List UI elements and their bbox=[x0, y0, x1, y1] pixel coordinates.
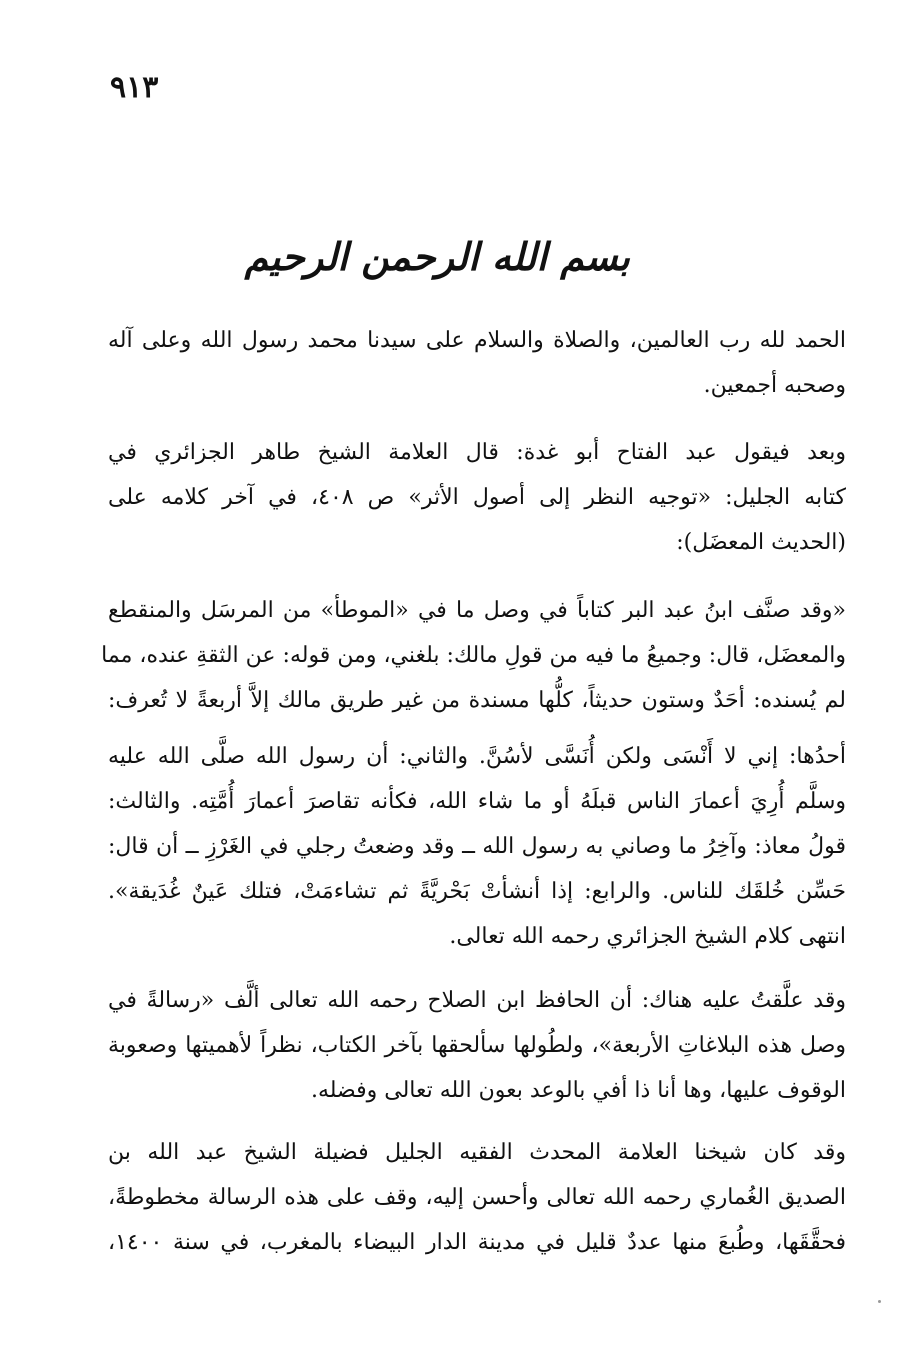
paragraph-line: فحقَّقَها، وطُبعَ منها عددٌ قليل في مدينة الدار البيضاء بالمغرب، في سنة ١٤٠٠، bbox=[108, 1230, 846, 1255]
margin-speck bbox=[878, 1300, 881, 1303]
paragraph-5 bbox=[108, 978, 846, 1113]
page-number: ٩١٣ bbox=[110, 70, 159, 105]
paragraph-6 bbox=[108, 1130, 846, 1265]
paragraph-3-quote bbox=[101, 588, 846, 723]
paragraph-line: انتهى كلام الشيخ الجزائري رحمه الله تعالى. bbox=[449, 924, 846, 949]
paragraph-line: (الحديث المعضَل): bbox=[676, 530, 846, 555]
paragraph-line: وقد كان شيخنا العلامة المحدث الفقيه الجليل فضيلة الشيخ عبد الله بن bbox=[108, 1140, 846, 1165]
paragraph-line: أحدُها: إني لا أَنْسَى ولكن أُنَسَّى لأسُنَّ. والثاني: أن رسول الله صلَّى الله عليه bbox=[108, 744, 846, 769]
paragraph-line: وسلَّم أُرِيَ أعمارَ الناس قبلَهُ أو ما شاء الله، فكأنه تقاصرَ أعمارَ أُمَّتِه. والثالث: bbox=[108, 789, 846, 814]
paragraph-line: الحمد لله رب العالمين، والصلاة والسلام على سيدنا محمد رسول الله وعلى آله bbox=[108, 328, 846, 353]
paragraph-line: وبعد فيقول عبد الفتاح أبو غدة: قال العلامة الشيخ طاهر الجزائري في bbox=[108, 440, 846, 465]
paragraph-line: والمعضَل، قال: وجميعُ ما فيه من قولِ مالك: بلغني، ومن قوله: عن الثقةِ عنده، مما bbox=[101, 643, 846, 668]
paragraph-line: الصديق الغُماري رحمه الله تعالى وأحسن إليه، وقف على هذه الرسالة مخطوطةً، bbox=[108, 1185, 846, 1210]
paragraph-line: وصل هذه البلاغاتِ الأربعة»، ولطُولها سألحقها بآخر الكتاب، نظراً لأهميتها وصعوبة bbox=[108, 1033, 846, 1058]
paragraph-line: الوقوف عليها، وها أنا ذا أفي بالوعد بعون الله تعالى وفضله. bbox=[310, 1078, 846, 1103]
paragraph-1 bbox=[108, 318, 846, 408]
basmala-heading: بسم الله الرحمن الرحيم bbox=[244, 234, 630, 279]
paragraph-line: قولُ معاذ: وآخِرُ ما وصاني به رسول الله ــ وقد وضعتُ رجلي في الغَرْزِ ــ أن قال: bbox=[108, 834, 846, 859]
paragraph-line: «وقد صنَّف ابنُ عبد البر كتاباً في وصل ما في «الموطأ» من المرسَل والمنقطع bbox=[108, 598, 846, 623]
paragraph-2 bbox=[108, 430, 846, 565]
paragraph-line: لم يُسنده: أحَدٌ وستون حديثاً، كلُّها مسندة من غير طريق مالك إلاَّ أربعةً لا تُعرف: bbox=[108, 688, 846, 713]
paragraph-line: حَسِّن خُلقَك للناس. والرابع: إذا أنشأتْ بَحْريَّةً ثم تشاءمَتْ، فتلك عَينٌ غُدَيقة». bbox=[108, 879, 846, 904]
paragraph-line: وقد علَّقتُ عليه هناك: أن الحافظ ابن الصلاح رحمه الله تعالى ألَّف «رسالةً في bbox=[108, 988, 846, 1013]
paragraph-line: كتابه الجليل: «توجيه النظر إلى أصول الأثر» ص ٤٠٨، في آخر كلامه على bbox=[108, 485, 846, 510]
paragraph-line: وصحبه أجمعين. bbox=[703, 373, 846, 398]
paragraph-4-quote bbox=[108, 734, 846, 959]
